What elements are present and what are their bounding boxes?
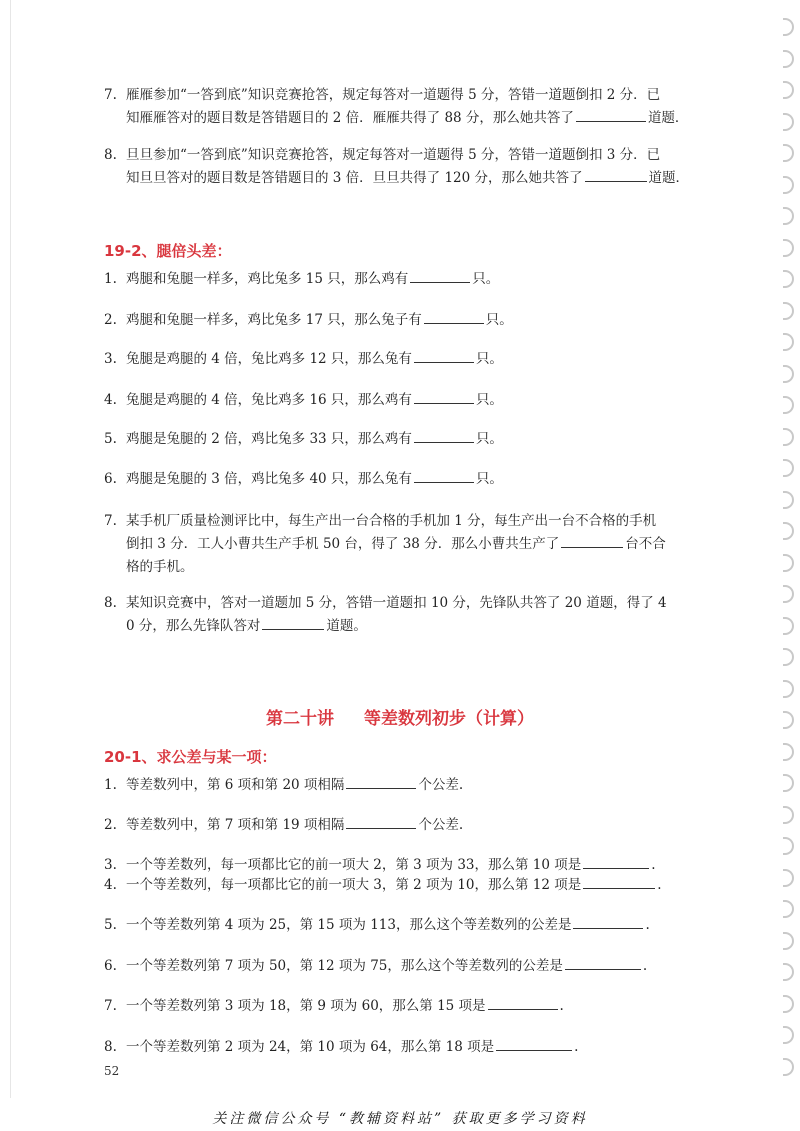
- question-20-1-2: 2. 等差数列中，第 7 项和第 19 项相隔 个公差.: [104, 814, 724, 837]
- binding-ring: [783, 932, 794, 950]
- binding-ring: [783, 302, 794, 320]
- question-19-2-5: 5. 鸡腿是兔腿的 2 倍，鸡比兔多 33 只，那么鸡有 只。: [104, 428, 724, 451]
- answer-blank[interactable]: [583, 854, 649, 869]
- answer-blank[interactable]: [414, 468, 474, 483]
- page-edge: [10, 0, 11, 1098]
- binding-ring: [783, 81, 794, 99]
- binding-ring: [783, 743, 794, 761]
- binding-ring: [783, 428, 794, 446]
- page-number: 52: [104, 1064, 120, 1078]
- section-title-20-1: 20-1、求公差与某一项：: [104, 748, 277, 766]
- question-20-1-4: 4. 一个等差数列，每一项都比它的前一项大 3，第 2 项为 10，那么第 12 项是 .: [104, 874, 724, 897]
- question-19-2-1: 1. 鸡腿和兔腿一样多，鸡比兔多 15 只，那么鸡有 只。: [104, 268, 724, 291]
- question-20-1-5: 5. 一个等差数列第 4 项为 25，第 15 项为 113，那么这个等差数列的公差是 .: [104, 914, 724, 937]
- binding-ring: [783, 113, 794, 131]
- binding-ring: [783, 491, 794, 509]
- answer-blank[interactable]: [585, 167, 647, 182]
- binding-ring: [783, 680, 794, 698]
- answer-blank[interactable]: [561, 533, 623, 548]
- binding-ring: [783, 239, 794, 257]
- question-19-2-3: 3. 兔腿是鸡腿的 4 倍，兔比鸡多 12 只，那么兔有 只。: [104, 348, 724, 371]
- binding-ring: [783, 648, 794, 666]
- chapter-title: 第二十讲 等差数列初步（计算）: [266, 709, 534, 729]
- answer-blank[interactable]: [496, 1036, 572, 1051]
- binding-ring: [783, 365, 794, 383]
- binding-ring: [783, 900, 794, 918]
- answer-blank[interactable]: [262, 615, 324, 630]
- binding-ring: [783, 1026, 794, 1044]
- binding-ring: [783, 270, 794, 288]
- question-19-2-4: 4. 兔腿是鸡腿的 4 倍，兔比鸡多 16 只，那么鸡有 只。: [104, 389, 724, 412]
- answer-blank[interactable]: [414, 389, 474, 404]
- answer-blank[interactable]: [346, 814, 416, 829]
- answer-blank[interactable]: [346, 774, 416, 789]
- question-20-1-3: 3. 一个等差数列，每一项都比它的前一项大 2，第 3 项为 33，那么第 10 项是 .: [104, 854, 724, 877]
- question-20-1-7: 7. 一个等差数列第 3 项为 18，第 9 项为 60，那么第 15 项是 .: [104, 995, 724, 1018]
- binding-ring: [783, 585, 794, 603]
- binding-ring: [783, 837, 794, 855]
- answer-blank[interactable]: [573, 914, 643, 929]
- footer-note: 关注微信公众号 “教辅资料站” 获取更多学习资料: [212, 1111, 588, 1127]
- answer-blank[interactable]: [414, 348, 474, 363]
- answer-blank[interactable]: [424, 309, 484, 324]
- answer-blank[interactable]: [410, 268, 470, 283]
- question-20-1-8: 8. 一个等差数列第 2 项为 24，第 10 项为 64，那么第 18 项是 .: [104, 1036, 724, 1059]
- binding-ring: [783, 617, 794, 635]
- binding-ring: [783, 50, 794, 68]
- binding-ring: [783, 995, 794, 1013]
- question-19-2-6: 6. 鸡腿是兔腿的 3 倍，鸡比兔多 40 只，那么兔有 只。: [104, 468, 724, 491]
- question-19-2-2: 2. 鸡腿和兔腿一样多，鸡比兔多 17 只，那么兔子有 只。: [104, 309, 724, 332]
- binding-ring: [783, 459, 794, 477]
- binding-ring: [783, 869, 794, 887]
- binding-ring: [783, 1058, 794, 1076]
- binding-ring: [783, 963, 794, 981]
- binding-ring: [783, 396, 794, 414]
- binding-ring: [783, 774, 794, 792]
- answer-blank[interactable]: [414, 428, 474, 443]
- question-19-2-8: 8. 某知识竞赛中，答对一道题加 5 分，答错一道题扣 10 分，先锋队共答了 20 道题，得了 4 0 分，那么先锋队答对 道题。: [104, 595, 667, 634]
- binding-ring: [783, 144, 794, 162]
- answer-blank[interactable]: [488, 995, 558, 1010]
- question-19-2-7: 7. 某手机厂质量检测评比中，每生产出一台合格的手机加 1 分，每生产出一台不合格的手机 倒扣 3 分．工人小曹共生产手机 50 台，得了 38 分．那么小曹共生产了 台不合 格的手机。: [104, 513, 666, 575]
- binding-ring: [783, 522, 794, 540]
- question-top-7: 7. 雁雁参加“一答到底”知识竞赛抢答，规定每答对一道题得 5 分，答错一道题倒扣 2 分．已 知雁雁答对的题目数是答错题目的 2 倍．雁雁共得了 88 分，那么她共答了 道题．: [104, 87, 689, 126]
- question-top-8: 8. 旦旦参加“一答到底”知识竞赛抢答，规定每答对一道题得 5 分，答错一道题倒扣 3 分．已 知旦旦答对的题目数是答错题目的 3 倍．旦旦共得了 120 分，那么她共答了 道题．: [104, 147, 690, 186]
- section-title-19-2: 19-2、腿倍头差：: [104, 242, 232, 260]
- answer-blank[interactable]: [565, 955, 641, 970]
- answer-blank[interactable]: [576, 107, 646, 122]
- binding-ring: [783, 554, 794, 572]
- ring-binding: [776, 18, 794, 1098]
- question-20-1-6: 6. 一个等差数列第 7 项为 50，第 12 项为 75，那么这个等差数列的公差是 .: [104, 955, 724, 978]
- binding-ring: [783, 806, 794, 824]
- binding-ring: [783, 333, 794, 351]
- binding-ring: [783, 207, 794, 225]
- answer-blank[interactable]: [583, 874, 655, 889]
- question-20-1-1: 1. 等差数列中，第 6 项和第 20 项相隔 个公差.: [104, 774, 724, 797]
- binding-ring: [783, 18, 794, 36]
- binding-ring: [783, 176, 794, 194]
